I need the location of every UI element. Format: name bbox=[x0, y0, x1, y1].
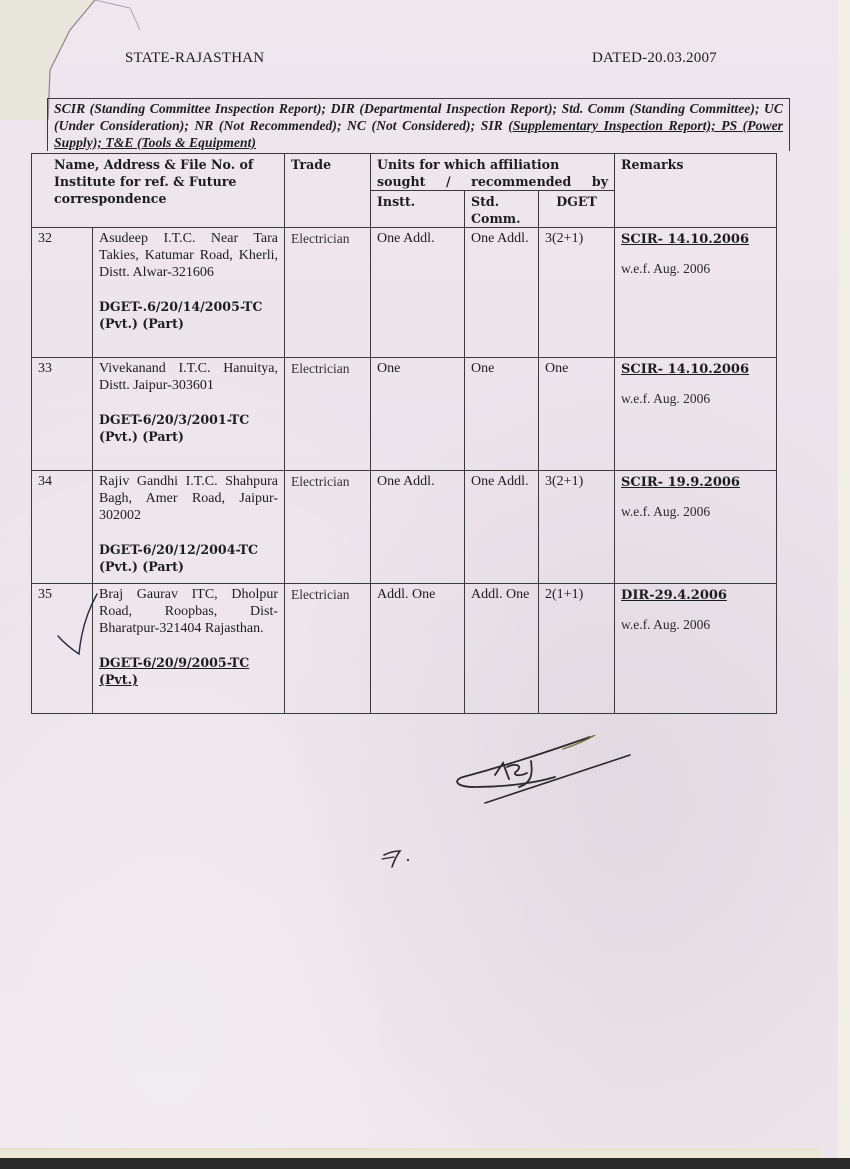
date-label: DATED-20.03.2007 bbox=[592, 50, 717, 66]
trade: Electrician bbox=[285, 471, 371, 584]
institute-address: Vivekanand I.T.C. Hanuitya, Distt. Jaipur-303601 bbox=[99, 361, 279, 393]
effective-from: w.e.f. Aug. 2006 bbox=[621, 391, 711, 406]
units-dget: 3(2+1) bbox=[539, 228, 615, 358]
institute-cell bbox=[93, 471, 285, 584]
table-row bbox=[32, 584, 777, 714]
trade: Electrician bbox=[285, 228, 371, 358]
file-number: DGET-.6/20/14/2005-TC (Pvt.) (Part) bbox=[99, 299, 263, 331]
table-header-row bbox=[32, 154, 777, 191]
units-std-comm: One Addl. bbox=[465, 471, 539, 584]
table-row bbox=[32, 358, 777, 471]
abbreviation-legend-box bbox=[47, 98, 790, 151]
effective-from: w.e.f. Aug. 2006 bbox=[621, 617, 711, 632]
units-instt: One bbox=[371, 358, 465, 471]
trade: Electrician bbox=[285, 584, 371, 714]
institute-address: Asudeep I.T.C. Near Tara Takies, Katumar Road, Kherli, Distt. Alwar-321606 bbox=[99, 231, 279, 280]
effective-from: w.e.f. Aug. 2006 bbox=[621, 261, 711, 276]
inspection-remark: SCIR- 14.10.2006 bbox=[621, 232, 750, 247]
handwritten-tick-mark bbox=[55, 592, 100, 662]
scan-edge-bottom bbox=[0, 1158, 850, 1169]
units-std-comm: One bbox=[465, 358, 539, 471]
remarks-cell bbox=[615, 471, 777, 584]
state-label: STATE-RAJASTHAN bbox=[125, 50, 265, 66]
serial-number: 35 bbox=[32, 584, 93, 714]
inspection-remark: SCIR- 14.10.2006 bbox=[621, 362, 750, 377]
institute-address: Braj Gaurav ITC, Dholpur Road, Roopbas, Dist-Bharatpur-321404 Rajasthan. bbox=[99, 587, 279, 636]
serial-number: 34 bbox=[32, 471, 93, 584]
inspection-remark: SCIR- 19.9.2006 bbox=[621, 475, 740, 490]
remarks-cell bbox=[615, 358, 777, 471]
file-number: DGET-6/20/9/2005-TC (Pvt.) bbox=[99, 655, 250, 687]
units-dget: One bbox=[539, 358, 615, 471]
handwritten-page-number bbox=[380, 845, 420, 870]
table-row bbox=[32, 228, 777, 358]
inspection-remark: DIR-29.4.2006 bbox=[621, 588, 727, 603]
file-number: DGET-6/20/3/2001-TC (Pvt.) (Part) bbox=[99, 412, 250, 444]
header-trade: Trade bbox=[285, 154, 371, 228]
affiliation-table bbox=[31, 153, 777, 714]
units-dget: 3(2+1) bbox=[539, 471, 615, 584]
file-number: DGET-6/20/12/2004-TC (Pvt.) (Part) bbox=[99, 542, 258, 574]
units-instt: Addl. One bbox=[371, 584, 465, 714]
header-name-address: Name, Address & File No. of Institute for ref. & Future correspondence bbox=[32, 154, 285, 228]
units-instt: One Addl. bbox=[371, 471, 465, 584]
header-std-comm: Std. Comm. bbox=[465, 191, 539, 228]
header-instt: Instt. bbox=[371, 191, 465, 228]
institute-address: Rajiv Gandhi I.T.C. Shahpura Bagh, Amer Road, Jaipur-302002 bbox=[99, 474, 279, 523]
remarks-cell bbox=[615, 228, 777, 358]
effective-from: w.e.f. Aug. 2006 bbox=[621, 504, 711, 519]
header-dget: DGET bbox=[539, 191, 615, 228]
abbreviation-legend bbox=[48, 99, 789, 151]
institute-cell bbox=[93, 358, 285, 471]
institute-cell bbox=[93, 584, 285, 714]
units-std-comm: Addl. One bbox=[465, 584, 539, 714]
remarks-cell bbox=[615, 584, 777, 714]
units-instt: One Addl. bbox=[371, 228, 465, 358]
page-number bbox=[380, 845, 420, 870]
header-units: Units for which affiliation sought / recommended by bbox=[371, 154, 615, 191]
trade: Electrician bbox=[285, 358, 371, 471]
serial-number: 32 bbox=[32, 228, 93, 358]
scan-edge-bottom-paper bbox=[0, 1148, 820, 1158]
scan-edge-right bbox=[838, 0, 850, 1158]
institute-cell bbox=[93, 228, 285, 358]
signature bbox=[445, 735, 645, 805]
units-dget: 2(1+1) bbox=[539, 584, 615, 714]
units-std-comm: One Addl. bbox=[465, 228, 539, 358]
legend-text: SCIR (Standing Committee Inspection Report); DIR (Departmental Inspection Report); Std. Comm (Standing Committee); UC (Under Consideration); NR (Not Recommended); NC (Not Considered); SIR bbox=[54, 101, 783, 133]
table-row bbox=[32, 471, 777, 584]
legend-text-underlined: (Supplementary Inspection Report); PS (Power Supply); T&E (Tools & Equipment) bbox=[54, 118, 783, 150]
serial-number: 33 bbox=[32, 358, 93, 471]
header-remarks: Remarks bbox=[615, 154, 777, 228]
